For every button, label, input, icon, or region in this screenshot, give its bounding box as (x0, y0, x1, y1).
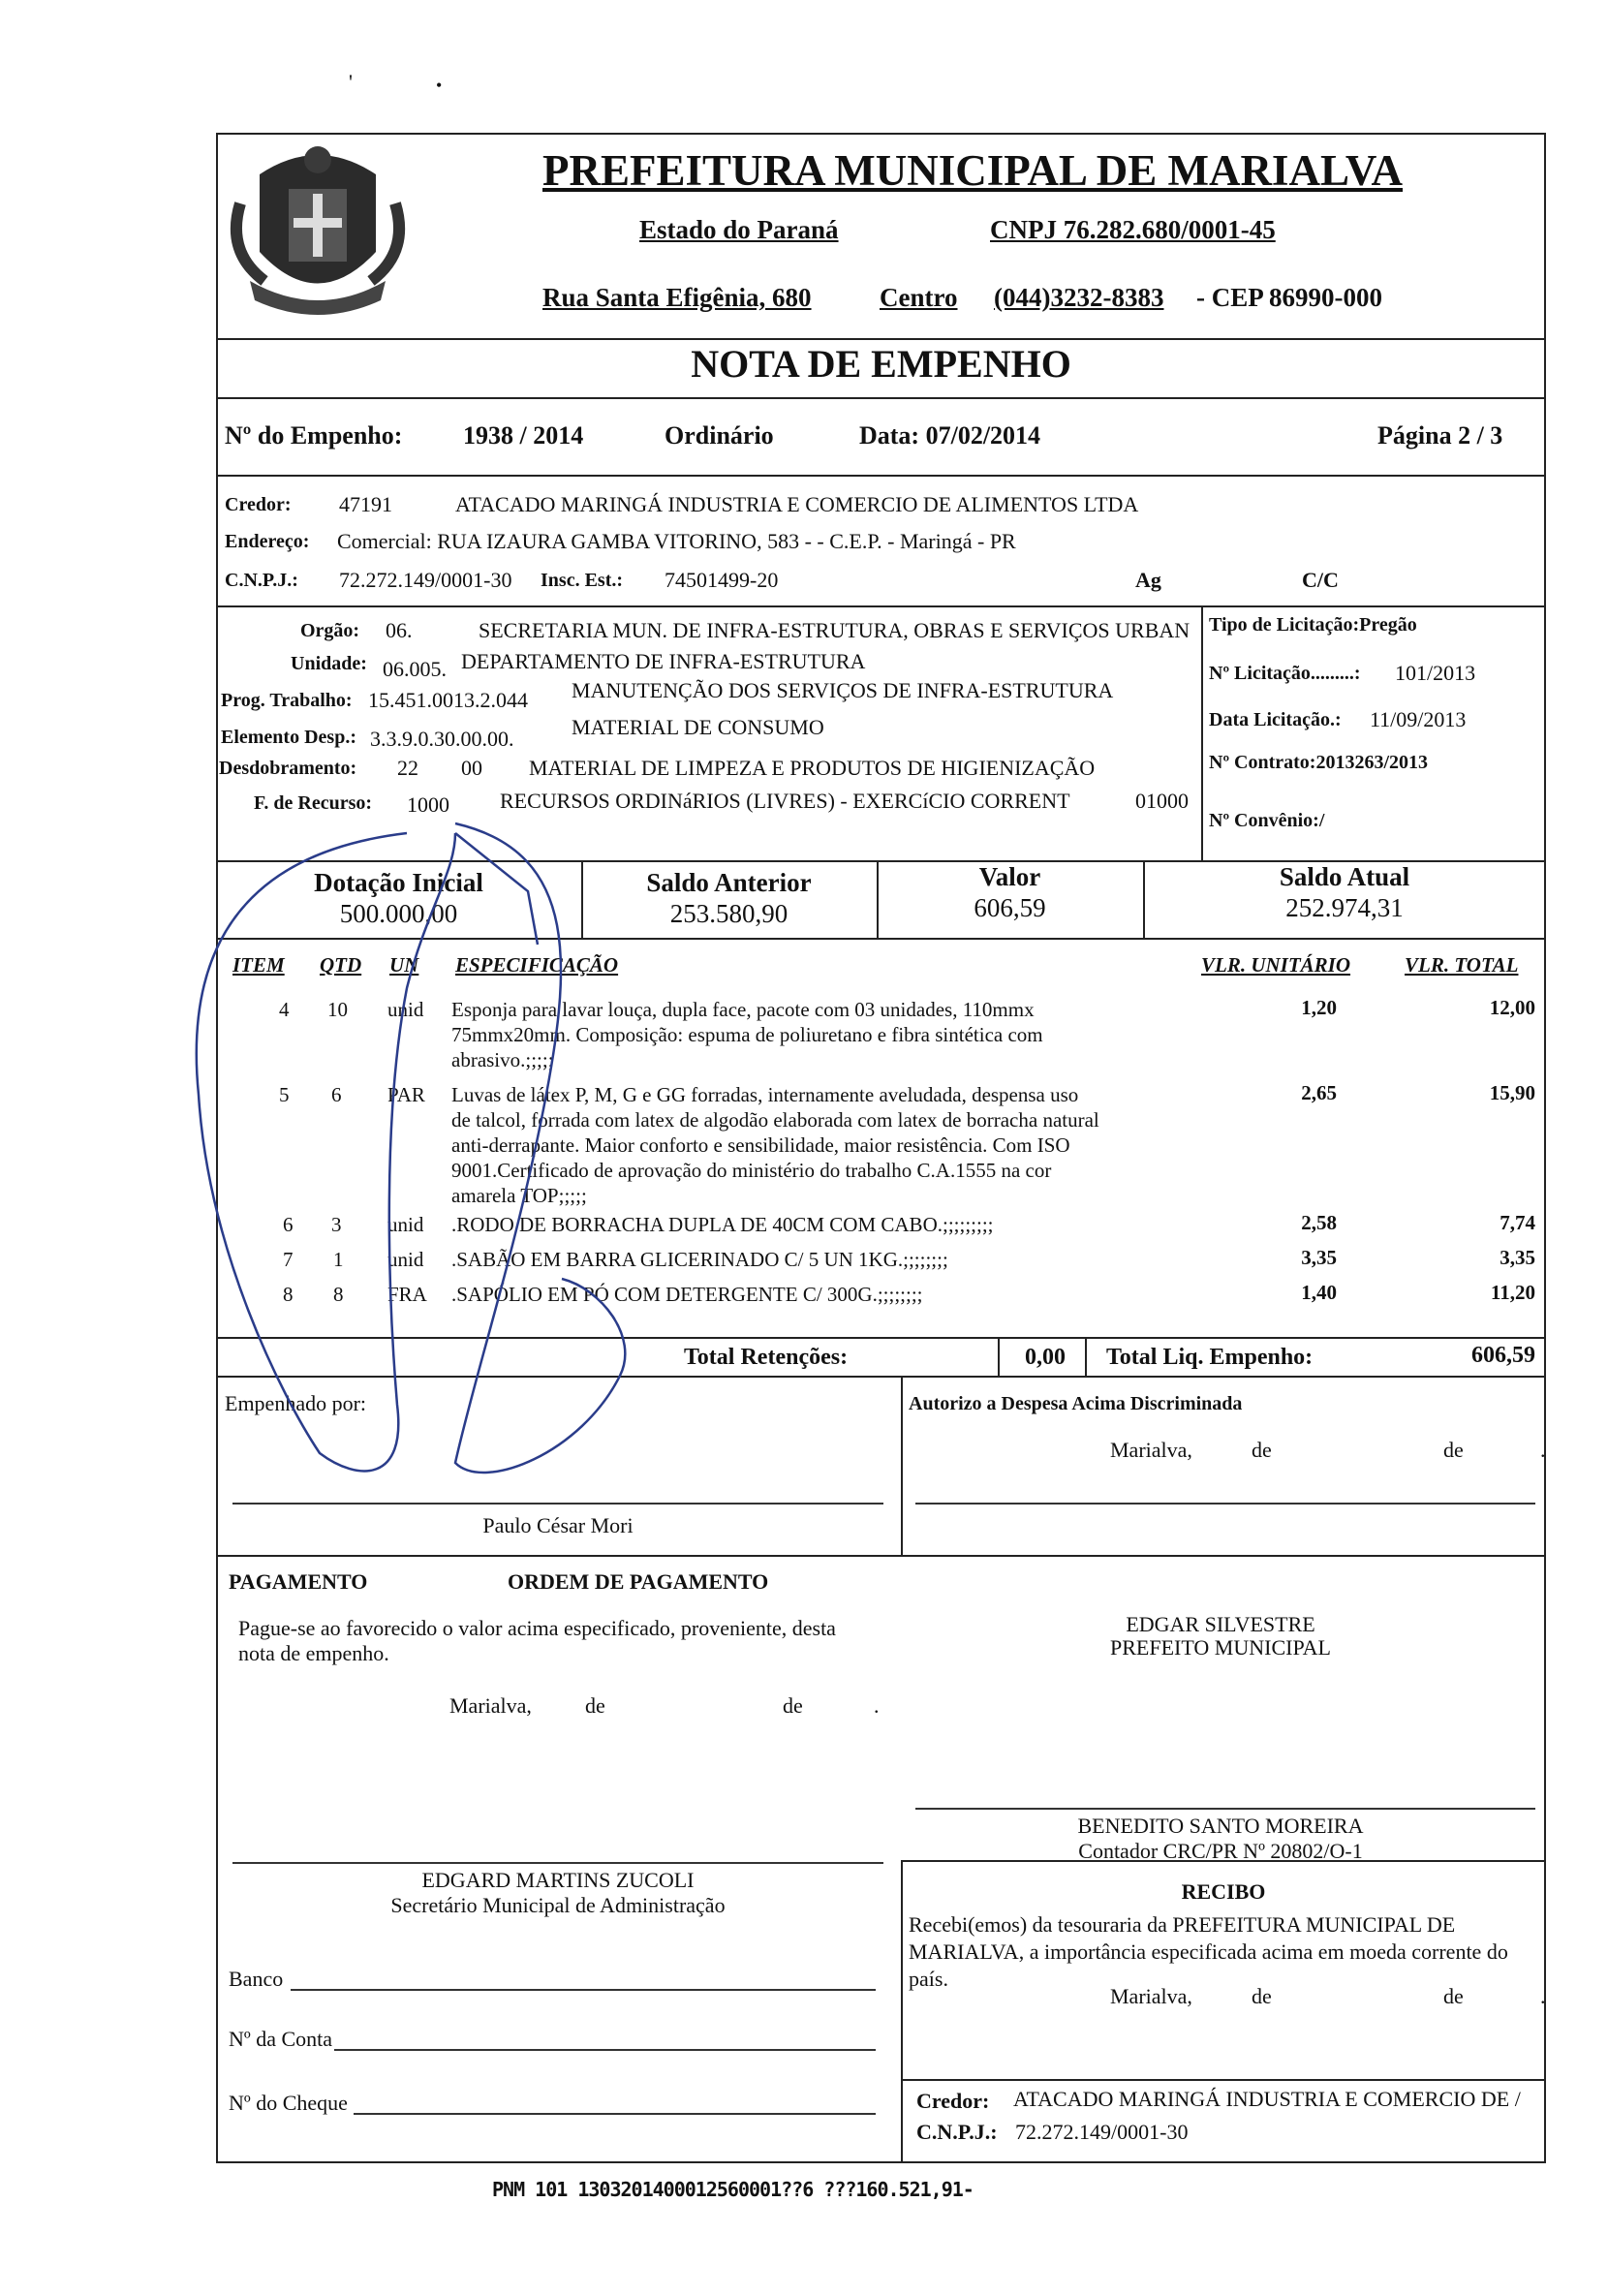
empenho-number-label: Nº do Empenho: (225, 421, 403, 450)
desdobramento-code: 22 (397, 756, 418, 780)
recibo-title: RECIBO (1181, 1879, 1266, 1904)
item-qtd: 10 (327, 998, 348, 1021)
item-desc-line: 75mmx20mm. Composição: espuma de poliuretano e fibra sintética com (451, 1023, 1043, 1046)
item-desc-line: .RODO DE BORRACHA DUPLA DE 40CM COM CABO.;;;;;;;;; (451, 1213, 994, 1236)
prefeito-name: EDGAR SILVESTRE (1126, 1612, 1315, 1636)
item-unit-price: 2,65 (1301, 1081, 1337, 1104)
recibo-text-line: país. (909, 1967, 948, 1991)
divider (1085, 1337, 1087, 1376)
date-de: de (1443, 1438, 1464, 1462)
col-vlr-unitario: VLR. UNITÁRIO (1201, 953, 1351, 977)
divider (901, 1860, 1546, 1862)
item-qtd: 6 (331, 1083, 342, 1106)
prog-code: 15.451.0013.2.044 (368, 688, 528, 712)
divider (901, 1860, 903, 2163)
recurso-code: 1000 (407, 792, 449, 817)
item-desc-line: abrasivo.;;;;; (451, 1048, 554, 1071)
item-total: 15,90 (1489, 1081, 1535, 1104)
divider (998, 1337, 1000, 1376)
unidade-name: DEPARTAMENTO DE INFRA-ESTRUTURA (461, 649, 866, 673)
divider (216, 338, 1546, 340)
item-qtd: 3 (331, 1213, 342, 1236)
divider (216, 1376, 1546, 1378)
banco-label: Banco (229, 1967, 284, 1991)
item-number: 4 (279, 998, 290, 1021)
item-number: 7 (283, 1248, 294, 1271)
item-desc-line: .SAPÓLIO EM PÓ COM DETERGENTE C/ 300G.;;;;;;;; (451, 1283, 923, 1306)
divider (216, 1337, 1546, 1339)
signature-line (232, 1862, 883, 1864)
recurso-name: RECURSOS ORDINáRIOS (LIVRES) - EXERCíCIO CORRENT (500, 789, 1070, 813)
desdobramento-sub: 00 (461, 756, 482, 780)
marialva-date-label: Marialva, (1110, 1984, 1192, 2008)
pague-text-line: Pague-se ao favorecido o valor acima especificado, proveniente, desta (238, 1616, 836, 1640)
col-un: UN (389, 953, 419, 977)
municipality-cnpj: CNPJ 76.282.680/0001-45 (990, 215, 1276, 244)
credor-code: 47191 (339, 492, 392, 516)
address-label: Endereço: (225, 531, 310, 552)
item-total: 12,00 (1489, 996, 1535, 1019)
recibo-credor-name: ATACADO MARINGÁ INDUSTRIA E COMERCIO DE / (1013, 2087, 1521, 2111)
item-desc-line: de talcol, forrada com latex de algodão elaborada com latex de borracha natural (451, 1108, 1099, 1132)
credor-address: Comercial: RUA IZAURA GAMBA VITORINO, 583 - - C.E.P. - Maringá - PR (337, 529, 1016, 553)
municipality-street: Rua Santa Efigênia, 680 (542, 283, 812, 312)
orgao-name: SECRETARIA MUN. DE INFRA-ESTRUTURA, OBRAS E SERVIÇOS URBAN (479, 618, 1191, 642)
insc-est-label: Insc. Est.: (541, 570, 624, 591)
item-qtd: 1 (333, 1248, 344, 1271)
item-unit-price: 1,20 (1301, 996, 1337, 1019)
recibo-cnpj-label: C.N.P.J.: (916, 2120, 998, 2144)
secretario-title: Secretário Municipal de Administração (390, 1893, 726, 1917)
total-liquido-value: 606,59 (1471, 1343, 1535, 1368)
page-number: Página 2 / 3 (1377, 421, 1503, 450)
item-unit: unid (387, 998, 424, 1021)
divider (216, 397, 1546, 399)
item-desc-line: .SABÃO EM BARRA GLICERINADO C/ 5 UN 1KG.;;;;;;;; (451, 1248, 948, 1271)
municipality-district: Centro (880, 283, 958, 312)
recibo-credor-label: Credor: (916, 2089, 990, 2113)
saldo-atual-label: Saldo Atual (1279, 862, 1410, 891)
saldo-anterior-value: 253.580,90 (669, 899, 789, 928)
item-number: 5 (279, 1083, 290, 1106)
cheque-field[interactable] (354, 2113, 876, 2115)
municipality-title: PREFEITURA MUNICIPAL DE MARIALVA (542, 146, 1404, 195)
saldo-anterior-label: Saldo Anterior (646, 868, 812, 897)
prefeito-title: PREFEITO MUNICIPAL (1110, 1635, 1331, 1660)
municipality-cep: - CEP 86990-000 (1196, 283, 1382, 312)
elemento-name: MATERIAL DE CONSUMO (572, 715, 824, 739)
secretario-name: EDGARD MARTINS ZUCOLI (421, 1868, 695, 1892)
ordem-pagamento-title: ORDEM DE PAGAMENTO (508, 1569, 769, 1594)
empenho-number: 1938 / 2014 (463, 421, 584, 450)
municipality-phone: (044)3232-8383 (994, 283, 1164, 312)
dotacao-value: 500.000,00 (339, 899, 458, 928)
pague-text-line: nota de empenho. (238, 1641, 389, 1665)
signature-line (232, 1503, 883, 1505)
divider (901, 2079, 1546, 2081)
desdobramento-name: MATERIAL DE LIMPEZA E PRODUTOS DE HIGIENIZAÇÃO (529, 756, 1096, 780)
account-label: C/C (1302, 568, 1339, 592)
item-desc-line: Luvas de látex P, M, G e GG forradas, internamente aveludada, despensa uso (451, 1083, 1079, 1106)
top-tick-mark: ' (349, 70, 353, 94)
item-number: 6 (283, 1213, 294, 1236)
item-total: 11,20 (1490, 1281, 1535, 1304)
valor-value: 606,59 (974, 893, 1046, 922)
date-dot: . (1540, 1984, 1546, 2008)
date-de: de (1252, 1438, 1272, 1462)
pagamento-label: PAGAMENTO (229, 1569, 368, 1594)
col-vlr-total: VLR. TOTAL (1405, 953, 1519, 977)
divider (216, 475, 1546, 477)
item-unit-price: 1,40 (1301, 1281, 1337, 1304)
orgao-label: Orgão: (300, 620, 360, 641)
item-unit: PAR (387, 1083, 425, 1106)
cheque-label: Nº do Cheque (229, 2091, 348, 2115)
divider (216, 1555, 1546, 1557)
date-de: de (585, 1693, 605, 1718)
desdobramento-label: Desdobramento: (219, 758, 357, 779)
state-name: Estado do Paraná (639, 215, 839, 244)
date-de: de (1443, 1984, 1464, 2008)
recibo-text-line: Recebi(emos) da tesouraria da PREFEITURA MUNICIPAL DE (909, 1912, 1456, 1937)
coat-of-arms-logo (221, 136, 415, 339)
top-dot-mark: • (436, 76, 443, 95)
signer-paulo: Paulo César Mori (482, 1513, 634, 1537)
signature-line (915, 1808, 1535, 1810)
empenho-type: Ordinário (665, 421, 774, 450)
item-unit-price: 2,58 (1301, 1211, 1337, 1234)
signature-line (915, 1503, 1535, 1505)
licitacao-date: 11/09/2013 (1370, 707, 1467, 731)
item-unit: FRA (387, 1283, 427, 1306)
recibo-text-line: MARIALVA, a importância especificada acima em moeda corrente do (909, 1939, 1508, 1964)
marialva-date-label: Marialva, (449, 1693, 532, 1718)
date-dot: . (1540, 1438, 1546, 1462)
orgao-code: 06. (386, 618, 413, 642)
item-total: 3,35 (1500, 1246, 1535, 1269)
prog-label: Prog. Trabalho: (221, 690, 353, 711)
banco-field[interactable] (291, 1989, 876, 1991)
contrato-number: Nº Contrato:2013263/2013 (1209, 752, 1429, 773)
contador-name: BENEDITO SANTO MOREIRA (1077, 1814, 1364, 1838)
insc-est-value: 74501499-20 (665, 568, 779, 592)
col-especificacao: ESPECIFICAÇÃO (455, 953, 619, 977)
recurso-label: F. de Recurso: (254, 792, 373, 814)
licitacao-type: Tipo de Licitação:Pregão (1209, 614, 1417, 636)
recibo-cnpj-value: 72.272.149/0001-30 (1015, 2120, 1189, 2144)
convenio-number: Nº Convênio:/ (1209, 810, 1325, 831)
conta-field[interactable] (334, 2049, 876, 2051)
contador-title: Contador CRC/PR Nº 20802/O-1 (1078, 1839, 1363, 1863)
unidade-label: Unidade: (291, 653, 367, 674)
saldo-atual-value: 252.974,31 (1285, 893, 1404, 922)
elemento-label: Elemento Desp.: (221, 727, 356, 748)
empenho-date: Data: 07/02/2014 (859, 421, 1041, 450)
credor-cnpj: 72.272.149/0001-30 (339, 568, 512, 592)
divider (1201, 605, 1203, 860)
valor-label: Valor (978, 862, 1041, 891)
total-retencoes-label: Total Retenções: (684, 1345, 849, 1370)
item-qtd: 8 (333, 1283, 344, 1306)
unidade-code: 06.005. (383, 657, 447, 681)
item-desc-line: anti-derrapante. Maior conforto e sensibilidade, maior resistência. Com ISO (451, 1133, 1070, 1157)
item-unit: unid (387, 1248, 424, 1271)
agency-label: Ag (1135, 568, 1161, 592)
date-dot: . (874, 1693, 880, 1718)
item-unit: unid (387, 1213, 424, 1236)
item-desc-line: Esponja para lavar louça, dupla face, pacote com 03 unidades, 110mmx (451, 998, 1035, 1021)
prog-name: MANUTENÇÃO DOS SERVIÇOS DE INFRA-ESTRUTURA (572, 678, 1114, 702)
item-number: 8 (283, 1283, 294, 1306)
licitacao-date-label: Data Licitação.: (1209, 709, 1342, 730)
divider (216, 938, 1546, 940)
conta-label: Nº da Conta (229, 2027, 333, 2051)
date-de: de (783, 1693, 803, 1718)
recurso-number: 01000 (1135, 789, 1189, 813)
divider (901, 1376, 903, 1555)
credor-name: ATACADO MARINGÁ INDUSTRIA E COMERCIO DE ALIMENTOS LTDA (455, 492, 1139, 516)
item-total: 7,74 (1500, 1211, 1535, 1234)
item-unit-price: 3,35 (1301, 1246, 1337, 1269)
total-liquido-label: Total Liq. Empenho: (1106, 1345, 1314, 1370)
date-de: de (1252, 1984, 1272, 2008)
licitacao-number-label: Nº Licitação.........: (1209, 663, 1361, 684)
marialva-date-label: Marialva, (1110, 1438, 1192, 1462)
col-item: ITEM (232, 953, 285, 977)
item-desc-line: 9001.Certificado de aprovação do ministério do trabalho C.A.1555 na cor (451, 1159, 1052, 1182)
credor-label: Credor: (225, 494, 292, 515)
item-desc-line: amarela TOP;;;;; (451, 1184, 587, 1207)
autorizo-text: Autorizo a Despesa Acima Discriminada (909, 1393, 1243, 1414)
dotacao-label: Dotação Inicial (314, 868, 483, 897)
elemento-code: 3.3.9.0.30.00.00. (370, 727, 514, 751)
cnpj-label: C.N.P.J.: (225, 570, 298, 591)
footer-barcode-text: PNM 101 1303201400012560001??6 ???160.521,91- (492, 2178, 974, 2201)
licitacao-number: 101/2013 (1395, 661, 1476, 685)
divider (216, 605, 1546, 607)
total-retencoes-value: 0,00 (1025, 1345, 1066, 1370)
empenhado-por-label: Empenhado por: (225, 1391, 367, 1415)
col-qtd: QTD (320, 953, 362, 977)
document-title: NOTA DE EMPENHO (691, 342, 1071, 386)
